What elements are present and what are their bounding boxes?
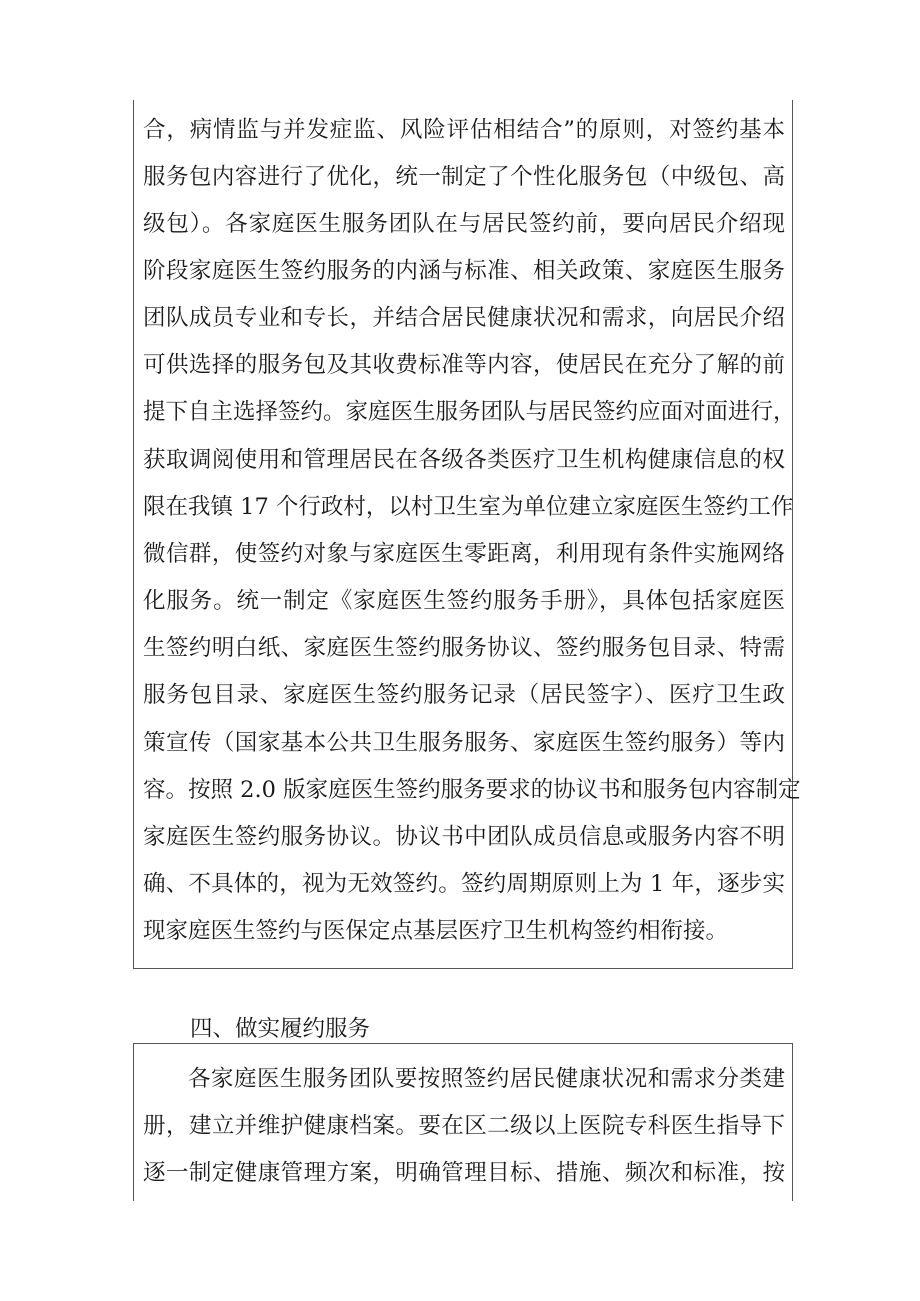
paragraph-line: 现家庭医生签约与医保定点基层医疗卫生机构签约相衔接。 (143, 918, 729, 944)
paragraph-line: 阶段家庭医生签约服务的内涵与标准、相关政策、家庭医生服务 (143, 258, 785, 284)
section-heading: 四、做实履约服务 (190, 1016, 371, 1042)
paragraph-line: 容。按照 2.0 版家庭医生签约服务要求的协议书和服务包内容制定 (143, 777, 801, 803)
paragraph-line: 级包）。各家庭医生服务团队在与居民签约前，要向居民介绍现 (143, 211, 785, 237)
section4-text-box (133, 1043, 793, 1201)
paragraph-line: 团队成员专业和专长，并结合居民健康状况和需求，向居民介绍 (143, 305, 785, 331)
paragraph-line: 提下自主选择签约。家庭医生服务团队与居民签约应面对面进行， (143, 399, 796, 425)
paragraph-line: 生签约明白纸、家庭医生签约服务协议、签约服务包目录、特需 (143, 635, 785, 661)
paragraph-line: 各家庭医生服务团队要按照签约居民健康状况和需求分类建 (188, 1066, 785, 1092)
paragraph-line: 限在我镇 17 个行政村，以村卫生室为单位建立家庭医生签约工作 (143, 494, 794, 520)
section3-text-box (133, 100, 801, 969)
paragraph-line: 获取调阅使用和管理居民在各级各类医疗卫生机构健康信息的权 (143, 447, 785, 473)
paragraph-line: 可供选择的服务包及其收费标准等内容，使居民在充分了解的前 (143, 352, 785, 378)
paragraph-line: 逐一制定健康管理方案，明确管理目标、措施、频次和标准，按 (143, 1160, 785, 1186)
paragraph-line: 合，病情监与并发症监、风险评估相结合”的原则，对签约基本 (143, 117, 785, 143)
paragraph-line: 策宣传（国家基本公共卫生服务服务、家庭医生签约服务）等内 (143, 730, 785, 756)
paragraph-line: 册，建立并维护健康档案。要在区二级以上医院专科医生指导下 (143, 1113, 785, 1139)
paragraph-line: 服务包内容进行了优化，统一制定了个性化服务包（中级包、高 (143, 164, 785, 190)
paragraph-line: 服务包目录、家庭医生签约服务记录（居民签字）、医疗卫生政 (143, 682, 785, 708)
paragraph-line: 确、不具体的，视为无效签约。签约周期原则上为 1 年，逐步实 (143, 871, 785, 897)
paragraph-line: 微信群，使签约对象与家庭医生零距离，利用现有条件实施网络 (143, 541, 785, 567)
paragraph-line: 化服务。统一制定《家庭医生签约服务手册》，具体包括家庭医 (143, 588, 785, 614)
paragraph-line: 家庭医生签约服务协议。协议书中团队成员信息或服务内容不明 (143, 824, 785, 850)
